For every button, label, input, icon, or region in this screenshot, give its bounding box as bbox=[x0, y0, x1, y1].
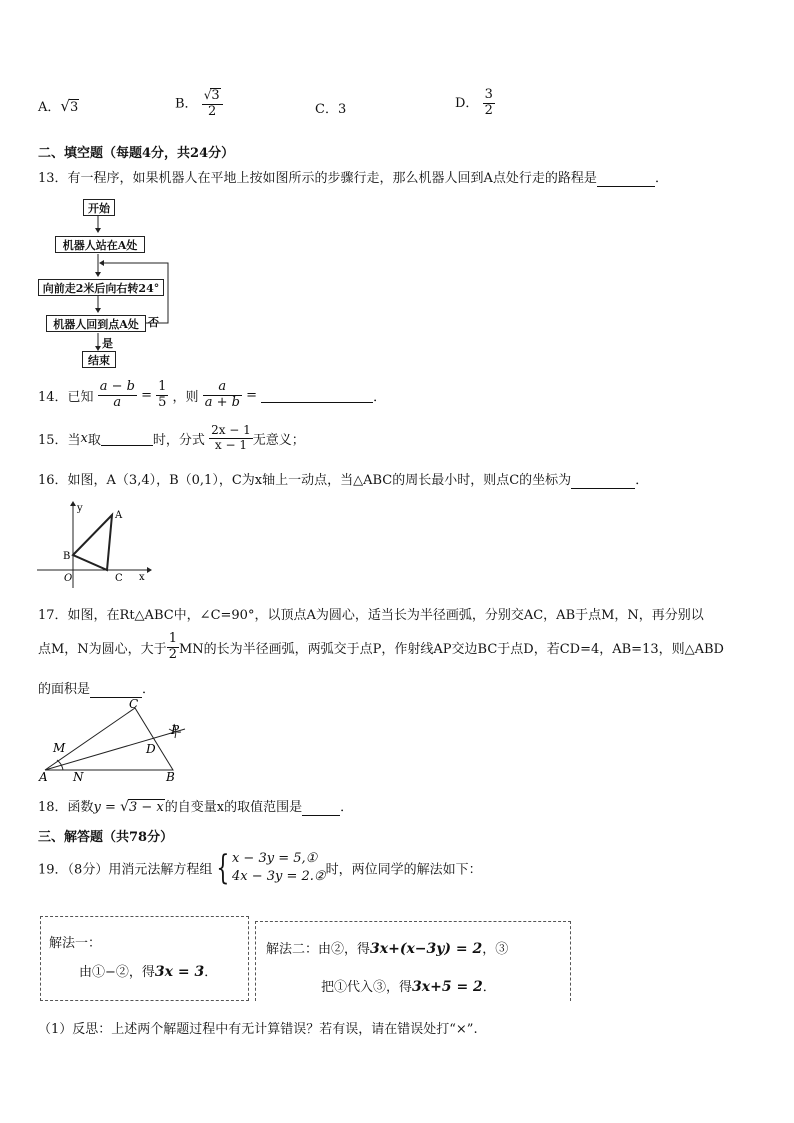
solution-1-box bbox=[40, 916, 249, 1001]
flow-start: 开始 bbox=[83, 199, 115, 216]
question-18: 18．函数y = √3 − x的自变量x的取值范围是 ． bbox=[38, 799, 354, 815]
option-b: B． $\frac{√3}{2}$ bbox=[175, 88, 223, 120]
question-13: 13．有一程序，如果机器人在平地上按如图所示的步骤行走，那么机器人回到A点处行走的路程是 ． bbox=[38, 171, 668, 186]
answer-blank bbox=[597, 171, 655, 187]
point-n-label: N bbox=[73, 770, 84, 784]
answer-blank bbox=[261, 387, 373, 403]
axis-y-label: y bbox=[77, 503, 83, 514]
point-a-label: A bbox=[115, 510, 123, 521]
flow-no-label: 否 bbox=[148, 316, 159, 329]
point-c-label: C bbox=[115, 573, 123, 584]
fraction: $\frac{1}{5}$ bbox=[158, 379, 167, 410]
vertex-c-label: C bbox=[129, 697, 139, 711]
equation-system: x − 3y = 5,① 4x − 3y = 2.② bbox=[231, 851, 326, 884]
question-16: 16．如图，A（3,4），B（0,1），C为x轴上一动点，当△ABC的周长最小时，则点C的坐标为 ． bbox=[38, 473, 649, 488]
axis-x-label: x bbox=[139, 572, 145, 583]
origin-label: O bbox=[64, 573, 73, 584]
coordinate-figure bbox=[35, 500, 155, 590]
option-d: D． $\frac{3}{2}$ bbox=[455, 87, 493, 118]
question-14: 14．已知 $\frac{a - b}{a}$ = $\frac{1}{5}$ ，则 $\frac{a}{a + b}$ = ． bbox=[38, 379, 387, 410]
solution-2-line-2: 把①代入③，得3x+5 = 2． bbox=[321, 979, 496, 995]
solution-1-title: 解法一： bbox=[49, 936, 102, 951]
option-c: C．3 bbox=[315, 102, 347, 117]
question-19-part-1: （1）反思：上述两个解题过程中有无计算错误？若有误，请在错误处打“×”. bbox=[38, 1022, 478, 1037]
solution-2-line-1: 解法二：由②，得3x+(x−3y) = 2，③ bbox=[266, 941, 509, 957]
flow-step-walk: 向前走2米后向右转24° bbox=[38, 279, 164, 296]
system-brace: { bbox=[216, 848, 230, 888]
flow-yes-label: 是 bbox=[102, 337, 113, 350]
answer-blank bbox=[101, 430, 153, 446]
solution-1-body: 由①−②，得3x = 3． bbox=[79, 964, 218, 980]
fraction: $\frac{√3}{2}$ bbox=[202, 88, 223, 120]
flow-step-stand: 机器人站在A处 bbox=[55, 236, 145, 253]
section-3-title: 三、解答题（共78分） bbox=[38, 830, 174, 845]
fraction: $\frac{2x - 1}{x - 1}$ bbox=[211, 423, 251, 452]
point-p-label: P bbox=[171, 723, 180, 737]
question-19: 19．（8分）用消元法解方程组 { x − 3y = 5,① 4x − 3y = 2.② 时，两位同学的解法如下： bbox=[38, 848, 482, 888]
vertex-a-label: A bbox=[39, 770, 48, 784]
point-m-label: M bbox=[53, 741, 66, 755]
fraction: $\frac{3}{2}$ bbox=[484, 87, 493, 118]
solution-2-box bbox=[255, 921, 571, 1001]
question-17-line-3: 的面积是 ． bbox=[38, 682, 156, 697]
answer-blank bbox=[302, 800, 340, 816]
point-b-label: B bbox=[63, 551, 71, 562]
fraction: $\frac{a - b}{a}$ bbox=[99, 379, 135, 410]
fraction: $\frac{a}{a + b}$ bbox=[204, 379, 240, 410]
flow-decision: 机器人回到点A处 bbox=[46, 315, 146, 332]
question-17-line-2: 点M，N为圆心，大于 $\frac{1}{2}$ MN的长为半径画弧，两弧交于点P，作射线AP交边BC于点D，若CD=4，AB=13，则△ABD bbox=[38, 631, 724, 662]
question-15: 15．当x取 时，分式 $\frac{2x - 1}{x - 1}$ 无意义； bbox=[38, 423, 305, 452]
question-17-line-1: 17．如图，在Rt△ABC中，∠C=90°，以顶点A为圆心，适当长为半径画弧，分别交AC，AB于点M，N，再分别以 bbox=[38, 608, 704, 623]
section-2-title: 二、填空题（每题4分，共24分） bbox=[38, 146, 235, 161]
triangle-figure bbox=[35, 696, 195, 786]
vertex-b-label: B bbox=[166, 770, 175, 784]
option-a: A．√3 bbox=[38, 97, 79, 115]
fraction: $\frac{1}{2}$ bbox=[168, 631, 177, 662]
point-d-label: D bbox=[146, 742, 156, 756]
answer-blank bbox=[571, 473, 635, 489]
flow-end: 结束 bbox=[82, 351, 116, 368]
